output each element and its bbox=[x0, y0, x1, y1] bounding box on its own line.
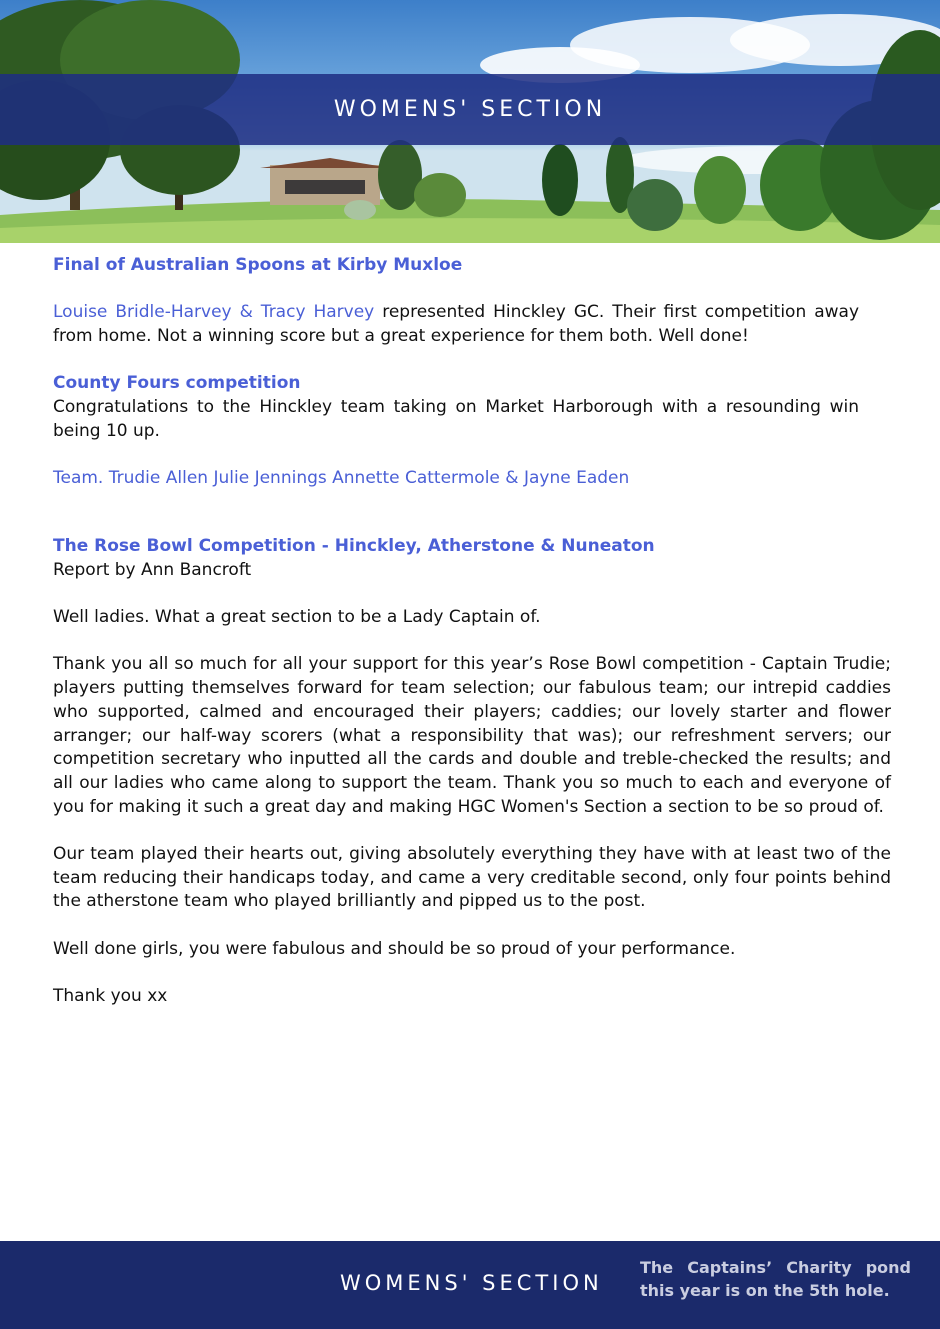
rosebowl-paragraph-3: Our team played their hearts out, giving absolutely everything they have with at least two of the team reducing their handicaps today, and came a very creditable second, only four points behind the atherstone team who played brilliantly and pipped us to the post. bbox=[53, 844, 891, 912]
county-body: Congratulations to the Hinckley team taking on Market Harborough with a resounding win being 10 up. bbox=[53, 397, 859, 441]
rosebowl-paragraph-2: Thank you all so much for all your support for this year’s Rose Bowl competition - Captain Trudie; players putting themselves forward for team selection; our fabulous team; our intrepid caddies who supported, calmed and encouraged their players; caddies; our lovely starter and flower arranger; our half-way scorers (what a responsibility that was); our refreshment servers; our competition secretary who inputted all the cards and double and treble-checked the results; and all our ladies who came along to support the team. Thank you so much to each and everyone of you for making it such a great day and making HGC Women's Section a section to be so proud of. bbox=[53, 654, 891, 817]
rosebowl-paragraph-5: Thank you xx bbox=[53, 986, 168, 1007]
article-content bbox=[53, 254, 891, 1009]
rosebowl-heading: The Rose Bowl Competition - Hinckley, Atherstone & Nuneaton bbox=[53, 535, 655, 556]
spoons-heading: Final of Australian Spoons at Kirby Muxloe bbox=[53, 255, 463, 275]
rosebowl-byline: Report by Ann Bancroft bbox=[53, 559, 252, 580]
spoons-paragraph bbox=[53, 301, 859, 348]
footer-note: The Captains’ Charity pond this year is on the 5th hole. bbox=[640, 1258, 911, 1300]
page-title: WOMENS' SECTION bbox=[333, 97, 607, 122]
footer-title: WOMENS' SECTION bbox=[340, 1271, 603, 1295]
footer bbox=[0, 1241, 940, 1329]
rosebowl-paragraph-4: Well done girls, you were fabulous and should be so proud of your performance. bbox=[53, 938, 736, 959]
title-band bbox=[0, 74, 940, 145]
county-heading: County Fours competition bbox=[53, 373, 301, 394]
rosebowl-paragraph-1: Well ladies. What a great section to be a Lady Captain of. bbox=[53, 607, 541, 628]
header-photo bbox=[0, 0, 940, 243]
county-team: Team. Trudie Allen Julie Jennings Annette Cattermole & Jayne Eaden bbox=[53, 468, 630, 489]
spoons-names: Louise Bridle-Harvey & Tracy Harvey bbox=[53, 302, 375, 323]
spoons-body: represented Hinckley GC. Their first competition away from home. Not a winning score but a great experience for them both. Well done! bbox=[53, 302, 860, 347]
